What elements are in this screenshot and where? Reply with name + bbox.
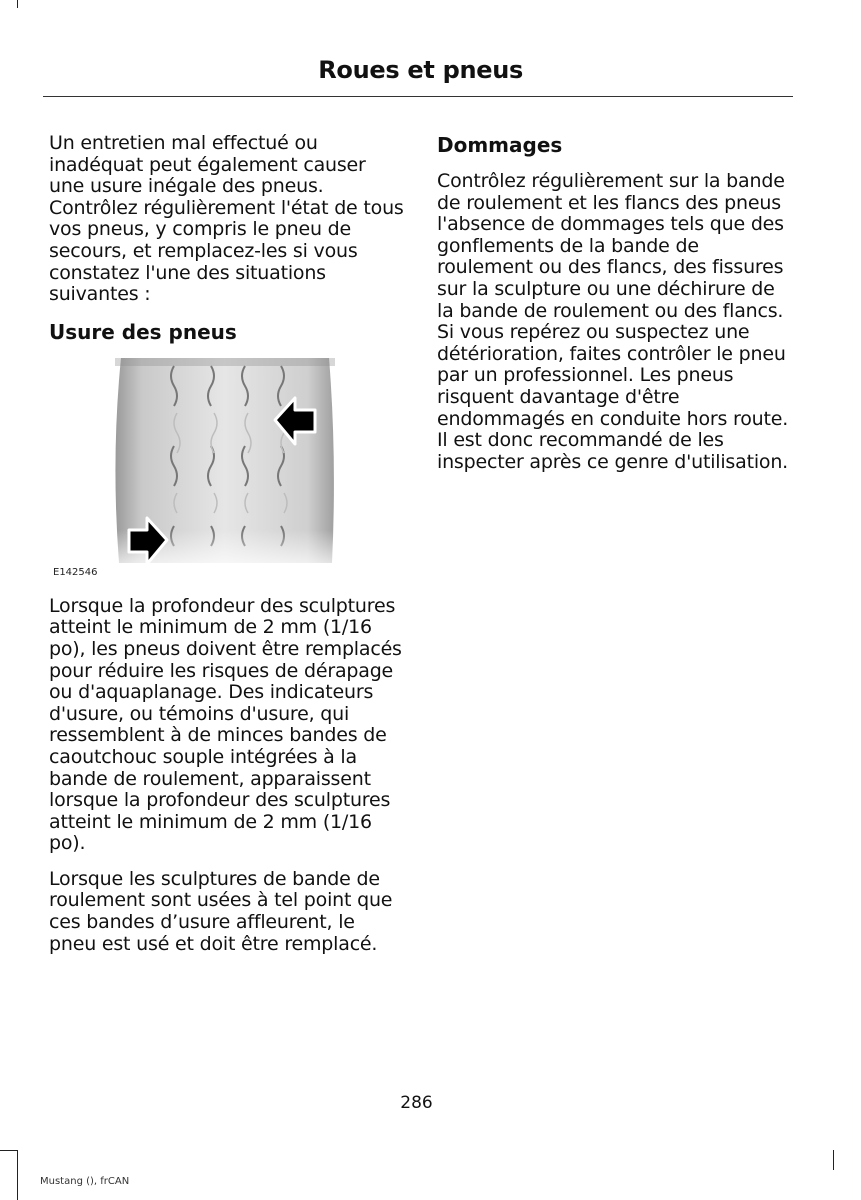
page-number: 286 [400,1093,433,1113]
intro-paragraph: Un entretien mal effectué ou inadéquat peut également causer une usure inégale des pneus. Contrôlez régulièrement l'état de tous vos pneus, y compris le pneu de secours, et remplacez-les si vous constatez l'une des situations suivantes : [49,132,404,306]
figure-caption: E142546 [53,566,98,578]
tire-wear-figure [49,358,404,588]
header-rule [43,96,793,97]
page-title: Roues et pneus [318,56,523,84]
footer-text: Mustang (), frCAN [40,1176,130,1187]
right-column [437,133,792,487]
crop-mark [833,1150,834,1170]
crop-mark [0,1150,17,1151]
wear-bars-paragraph: Lorsque les sculptures de bande de roulement sont usées à tel point que ces bandes d’usure affleurent, le pneu est usé et doit être remplacé. [49,867,393,955]
tire-tread-illustration [49,358,404,588]
crop-mark [17,0,18,8]
section-heading-tire-wear: Usure des pneus [49,319,237,344]
left-column [49,133,404,969]
damage-paragraph: Contrôlez régulièrement sur la bande de roulement et les flancs des pneus l'absence de dommages tels que des gonflements de la bande de roulement ou des flancs, des fissures sur la sculpture ou une déchirure de la bande de roulement ou des flancs. Si vous repérez ou suspectez une détérioration, faites contrôler le pneu par un professionnel. Les pneus risquent davantage d'être endommagés en conduite hors route. Il est donc recommandé de les inspecter après ce genre d'utilisation. [437,170,789,473]
section-heading-damage: Dommages [437,133,563,157]
crop-mark [17,1150,18,1200]
tread-depth-paragraph: Lorsque la profondeur des sculptures atteint le minimum de 2 mm (1/16 po), les pneus doivent être remplacés pour réduire les risques de dérapage ou d'aquaplanage. Des indicateurs d'usure, ou témoins d'usure, qui ressemblent à de minces bandes de caoutchouc souple intégrées à la bande de roulement, apparaissent lorsque la profondeur des sculptures atteint le minimum de 2 mm (1/16 po). [49,594,402,855]
